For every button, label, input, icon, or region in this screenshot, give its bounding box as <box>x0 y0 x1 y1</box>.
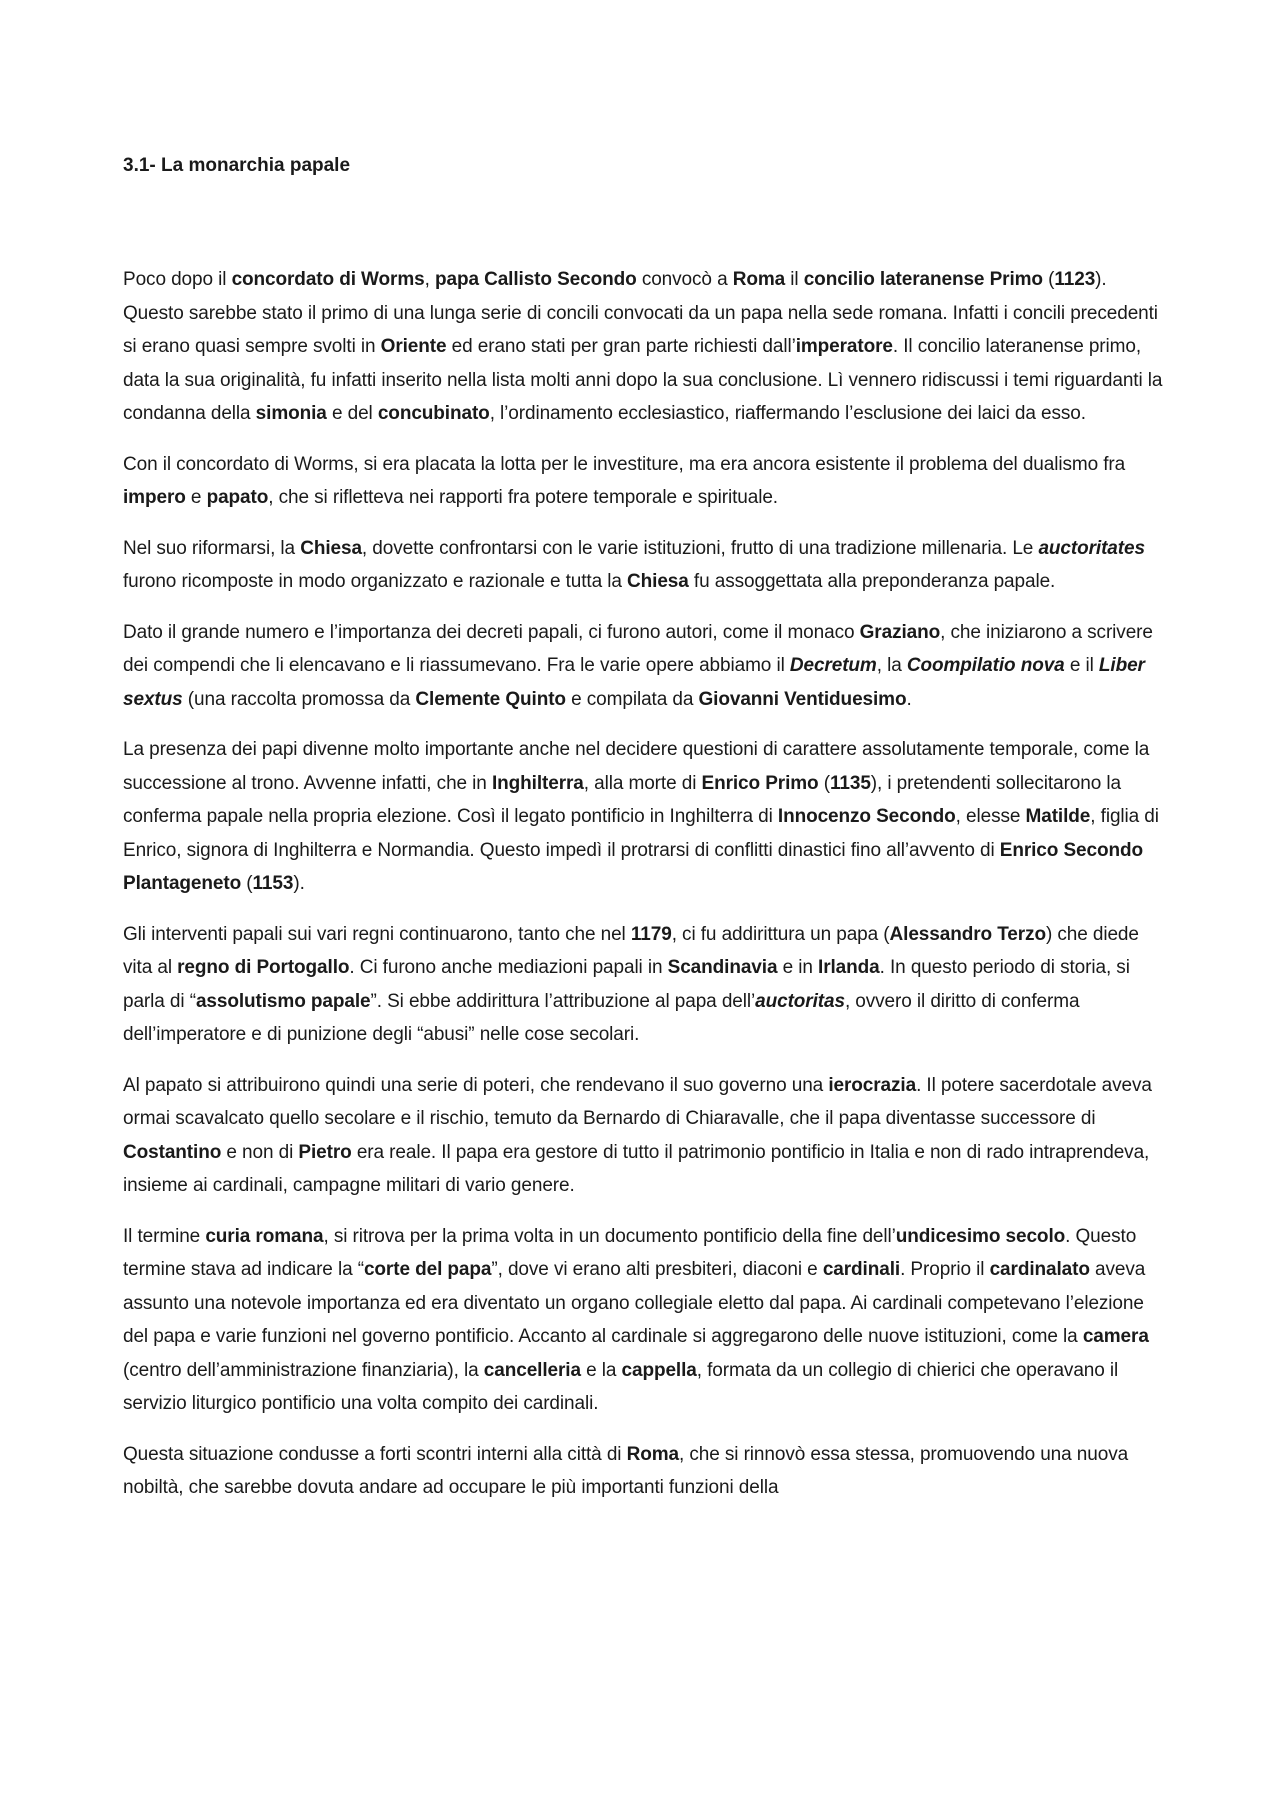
text-run: aveva assunto una notevole importanza ed era diventato un organo collegiale eletto dal papa. Ai cardinali competevano l’elezione del papa e varie funzioni nel governo pontificio. Accanto al cardinale si aggregarono delle nuove istituzioni, come la <box>123 1259 1146 1347</box>
emphasis-text: papato <box>206 487 269 508</box>
text-run: , formata da un collegio di chierici che operavano il servizio liturgico pontificio una volta compito dei cardinali. <box>123 1359 1119 1414</box>
text-run: , figlia di Enrico, signora di Inghilterra e Normandia. Questo impedì il protrarsi di conflitti dinastici fino all’avvento di <box>123 806 1159 861</box>
text-run: ) che diede vita al <box>123 923 1139 978</box>
emphasis-text: Matilde <box>1025 806 1091 827</box>
paragraph <box>123 616 1168 717</box>
text-run: , ci fu addirittura un papa ( <box>671 923 890 945</box>
text-run: , alla morte di <box>583 772 702 794</box>
emphasis-text: concubinato <box>377 403 490 424</box>
emphasis-text: concilio lateranense Primo <box>803 269 1043 290</box>
text-run: e la <box>580 1359 622 1381</box>
emphasis-text: Inghilterra <box>491 772 584 794</box>
emphasis-text: camera <box>1082 1326 1149 1347</box>
text-run: ), i pretendenti sollecitarono la conferma papale nella propria elezione. Così il legato pontificio in Inghilterra di <box>123 772 1121 827</box>
emphasis-text: 1179 <box>630 923 672 945</box>
text-run: il <box>785 269 804 290</box>
text-run: , si ritrova per la prima volta in un documento pontificio della fine dell’ <box>323 1225 896 1247</box>
emphasis-text: Roma <box>732 269 786 290</box>
text-run: e in <box>777 957 819 978</box>
text-run: , dovette confrontarsi con le varie istituzioni, frutto di una tradizione millenaria. Le <box>361 537 1039 559</box>
document-body <box>123 263 1168 1522</box>
emphasis-text: Giovanni Ventiduesimo <box>698 688 907 710</box>
text-run: e <box>185 487 207 508</box>
text-run: e compilata da <box>565 688 699 710</box>
text-run: Questa situazione condusse a forti scontri interni alla città di <box>123 1443 627 1465</box>
text-run: (centro dell’amministrazione finanziaria), la <box>123 1359 484 1381</box>
emphasis-text: Alessandro Terzo <box>889 923 1046 945</box>
emphasis-text: assolutismo papale <box>195 990 371 1012</box>
text-run: , la <box>876 655 907 676</box>
emphasis-text: regno di Portogallo <box>177 957 350 978</box>
emphasis-text: Oriente <box>380 336 447 357</box>
text-run: (una raccolta promossa da <box>182 688 416 710</box>
emphasis-text: cardinali <box>822 1259 901 1280</box>
text-run: , elesse <box>955 806 1026 827</box>
emphasis-text: Decretum <box>789 655 877 676</box>
emphasis-text: curia romana <box>205 1225 324 1247</box>
text-run: La presenza dei papi divenne molto importante anche nel decidere questioni di carattere assolutamente temporale, come la successione al trono. Avvenne infatti, che in <box>123 739 1150 794</box>
section-heading: 3.1- La monarchia papale <box>123 155 351 176</box>
emphasis-text: Scandinavia <box>667 957 778 978</box>
text-run: Il termine <box>123 1225 206 1247</box>
emphasis-text: 1135 <box>829 772 871 794</box>
text-run: ed erano stati per gran parte richiesti dall’ <box>446 336 796 357</box>
text-run: . <box>906 688 912 710</box>
text-run: e non di <box>221 1141 299 1163</box>
emphasis-text: 1153 <box>252 873 294 894</box>
text-run: furono ricomposte in modo organizzato e razionale e tutta la <box>123 571 628 592</box>
text-run: convocò a <box>636 269 733 290</box>
text-run: e del <box>326 403 378 424</box>
emphasis-text: auctoritates <box>1038 537 1145 559</box>
text-run: ). Questo sarebbe stato il primo di una lunga serie di concili convocati da un papa nella sede romana. Infatti i concili precedenti si erano quasi sempre svolti in <box>123 269 1158 357</box>
paragraph <box>123 1438 1168 1505</box>
emphasis-text: Enrico Primo <box>701 772 819 794</box>
text-run: era reale. Il papa era gestore di tutto il patrimonio pontificio in Italia e non di rado intraprendeva, insieme ai cardinali, campagne militari di vario genere. <box>123 1141 1150 1196</box>
text-run: , <box>424 269 435 290</box>
emphasis-text: cardinalato <box>989 1259 1090 1280</box>
text-run: , che si rifletteva nei rapporti fra potere temporale e spirituale. <box>268 487 778 508</box>
text-run: . Questo termine stava ad indicare la “ <box>123 1225 1137 1280</box>
emphasis-text: 1123 <box>1054 269 1096 290</box>
text-run: ( <box>818 772 830 794</box>
emphasis-text: papa Callisto Secondo <box>434 269 637 290</box>
text-run: Con il concordato di Worms, si era placata la lotta per le investiture, ma era ancora esistente il problema del dualismo fra <box>123 453 1126 475</box>
paragraph <box>123 1069 1168 1203</box>
emphasis-text: undicesimo secolo <box>895 1225 1066 1247</box>
emphasis-text: cappella <box>621 1359 697 1381</box>
paragraph <box>123 263 1168 431</box>
emphasis-text: ierocrazia <box>828 1074 917 1096</box>
emphasis-text: Chiesa <box>627 571 689 592</box>
paragraph <box>123 733 1168 901</box>
emphasis-text: Coompilatio nova <box>906 655 1065 676</box>
emphasis-text: Enrico Secondo Plantageneto <box>123 839 1143 894</box>
text-run: fu assoggettata alla preponderanza papale. <box>688 571 1056 592</box>
text-run: , ovvero il diritto di conferma dell’imperatore e di punizione degli “abusi” nelle cose secolari. <box>123 990 1080 1045</box>
emphasis-text: imperatore <box>795 336 893 357</box>
text-run: ( <box>241 873 253 894</box>
text-run: ”. Si ebbe addirittura l’attribuzione al papa dell’ <box>370 990 756 1012</box>
emphasis-text: corte del papa <box>363 1259 492 1280</box>
text-run: . Il potere sacerdotale aveva ormai scavalcato quello secolare e il rischio, temuto da Bernardo di Chiaravalle, che il papa diventasse successore di <box>123 1074 1152 1129</box>
text-run: Gli interventi papali sui vari regni continuarono, tanto che nel <box>123 923 631 945</box>
emphasis-text: concordato di Worms <box>231 269 425 290</box>
emphasis-text: Chiesa <box>300 537 362 559</box>
text-run: , che si rinnovò essa stessa, promuovendo una nuova nobiltà, che sarebbe dovuta andare ad occupare le più importanti funzioni della <box>123 1443 1129 1498</box>
paragraph <box>123 532 1168 599</box>
emphasis-text: simonia <box>255 403 327 424</box>
emphasis-text: cancelleria <box>483 1359 581 1381</box>
text-run: Al papato si attribuirono quindi una serie di poteri, che rendevano il suo governo una <box>123 1074 829 1096</box>
emphasis-text: Innocenzo Secondo <box>777 806 956 827</box>
emphasis-text: Costantino <box>123 1141 222 1163</box>
emphasis-text: Roma <box>626 1443 679 1465</box>
text-run: ). <box>293 873 305 894</box>
text-run: Nel suo riformarsi, la <box>123 537 301 559</box>
emphasis-text: auctoritas <box>755 990 845 1012</box>
emphasis-text: Irlanda <box>818 957 880 978</box>
emphasis-text: impero <box>123 487 186 508</box>
text-run: . Ci furono anche mediazioni papali in <box>349 957 668 978</box>
emphasis-text: Liber sextus <box>123 655 1145 710</box>
text-run: . Il concilio lateranense primo, data la sua originalità, fu infatti inserito nella lista molti anni dopo la sua conclusione. Lì vennero ridiscussi i temi riguardanti la condanna della <box>123 336 1163 424</box>
paragraph <box>123 918 1168 1052</box>
text-run: . In questo periodo di storia, si parla di “ <box>123 957 1130 1012</box>
text-run: ”, dove vi erano alti presbiteri, diaconi e <box>491 1259 823 1280</box>
text-run: e il <box>1064 655 1099 676</box>
text-run: ( <box>1042 269 1055 290</box>
paragraph <box>123 448 1168 515</box>
text-run: , l’ordinamento ecclesiastico, riaffermando l’esclusione dei laici da esso. <box>489 403 1086 424</box>
emphasis-text: Graziano <box>859 621 941 643</box>
emphasis-text: Pietro <box>298 1141 352 1163</box>
text-run: , che iniziarono a scrivere dei compendi che li elencavano e li riassumevano. Fra le varie opere abbiamo il <box>123 621 1153 676</box>
text-run: Poco dopo il <box>123 269 232 290</box>
text-run: . Proprio il <box>900 1259 990 1280</box>
paragraph <box>123 1220 1168 1421</box>
emphasis-text: Clemente Quinto <box>415 688 566 710</box>
text-run: Dato il grande numero e l’importanza dei decreti papali, ci furono autori, come il monaco <box>123 621 860 643</box>
